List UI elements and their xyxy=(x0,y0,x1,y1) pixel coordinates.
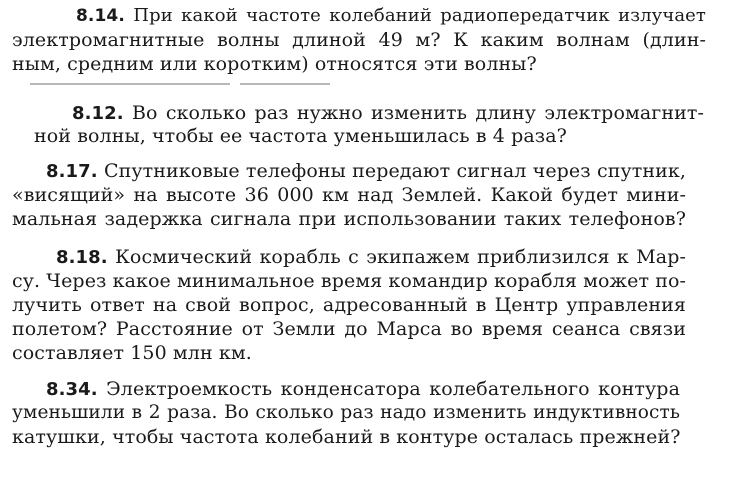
problem-number: 8.18. xyxy=(56,247,108,268)
problem-line: ным, средним или коротким) относятся эти волны? xyxy=(12,53,537,75)
cropped-text-remnant xyxy=(30,83,230,85)
problem-text: Космический корабль с экипажем приблизился к Мар- xyxy=(115,246,687,268)
problem-number: 8.17. xyxy=(46,161,98,182)
problem-text: Электроемкость конденсатора колебательного контура xyxy=(106,378,680,400)
problem-first-line xyxy=(56,245,686,270)
problem-line: электромагнитные волны длиной 49 м? К каким волнам (длин- xyxy=(12,29,706,51)
problem-text: Во сколько раз нужно изменить длину электромагнит- xyxy=(132,102,704,124)
problem-line: су. Через какое минимальное время командир корабля может по- xyxy=(12,270,687,292)
problem-first-line xyxy=(46,159,686,184)
problem-first-line xyxy=(72,101,704,126)
problem-line: уменьшили в 2 раза. Во сколько раз надо изменить индуктивность xyxy=(12,402,680,423)
problem-line: ной волны, чтобы ее частота уменьшилась в 4 раза? xyxy=(34,125,567,147)
problem-number: 8.14. xyxy=(76,6,125,26)
problem-number: 8.34. xyxy=(46,379,98,400)
problem-text: Спутниковые телефоны передают сигнал через спутник, xyxy=(103,160,686,182)
problem-first-line xyxy=(46,377,680,402)
problem-text: При какой частоте колебаний радиопередатчик излучает xyxy=(133,5,706,26)
problem-line: катушки, чтобы частота колебаний в контуре осталась прежней? xyxy=(12,426,681,448)
problem-line: составляет 150 млн км. xyxy=(12,342,252,364)
problem-line: мальная задержка сигнала при использовании таких телефонов? xyxy=(12,208,686,230)
cropped-text-remnant xyxy=(240,83,330,85)
problem-line: «висящий» на высоте 36 000 км над Землей. Какой будет мини- xyxy=(12,184,686,206)
problem-first-line xyxy=(76,4,706,28)
problem-line: лучить ответ на свой вопрос, адресованный в Центр управления xyxy=(12,294,686,316)
problem-number: 8.12. xyxy=(72,103,124,124)
problem-line: полетом? Расстояние от Земли до Марса во время сеанса связи xyxy=(12,318,686,340)
